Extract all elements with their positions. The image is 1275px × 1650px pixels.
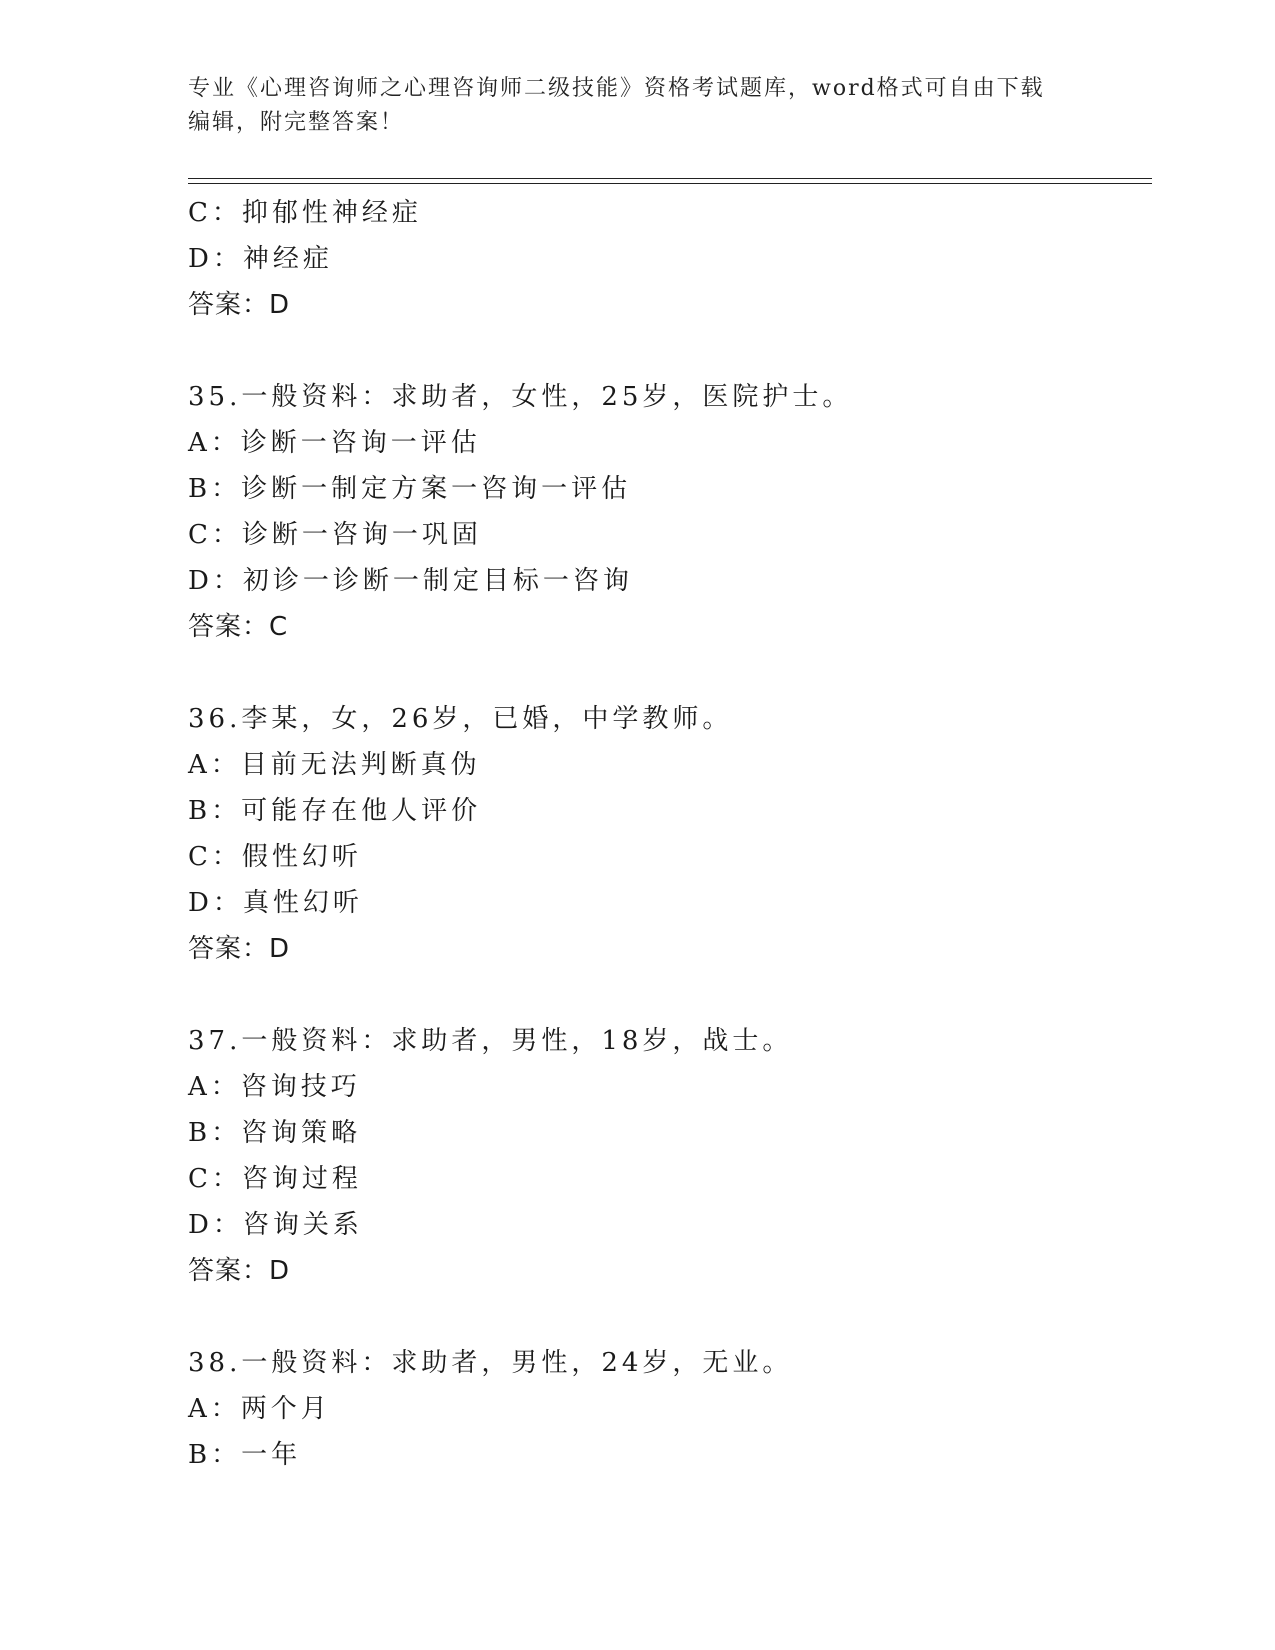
header-rule-top — [188, 178, 1152, 179]
option-d: D：初诊一诊断一制定目标一咨询 — [188, 566, 633, 596]
question-34-continued — [188, 190, 1148, 328]
question-stem: 37.一般资料：求助者，男性，18岁，战士。 — [188, 1026, 793, 1056]
question-list — [188, 190, 1148, 1478]
question-stem: 38.一般资料：求助者，男性，24岁，无业。 — [188, 1348, 793, 1378]
question-38 — [188, 1340, 1148, 1478]
question-stem: 35.一般资料：求助者，女性，25岁，医院护士。 — [188, 382, 853, 412]
header-line-1: 专业《心理咨询师之心理咨询师二级技能》资格考试题库，word格式可自由下载 — [188, 76, 1045, 101]
option-b: B：诊断一制定方案一咨询一评估 — [188, 474, 632, 504]
header-line-2: 编辑，附完整答案！ — [188, 110, 405, 135]
option-a: A：目前无法判断真伪 — [188, 750, 481, 780]
option-d: D：真性幻听 — [188, 888, 363, 918]
option-d: D：咨询关系 — [188, 1210, 363, 1240]
question-stem: 36.李某，女，26岁，已婚，中学教师。 — [188, 704, 733, 734]
header-rule-bottom — [188, 183, 1152, 184]
option-c: C：诊断一咨询一巩固 — [188, 520, 482, 550]
option-b: B：咨询策略 — [188, 1118, 362, 1148]
answer-line: 答案：D — [188, 290, 291, 320]
option-a: A：诊断一咨询一评估 — [188, 428, 481, 458]
option-c: C：抑郁性神经症 — [188, 198, 422, 228]
option-b: B：可能存在他人评价 — [188, 796, 482, 826]
question-37 — [188, 1018, 1148, 1294]
answer-line: 答案：D — [188, 934, 291, 964]
answer-line: 答案：D — [188, 1256, 291, 1286]
option-c: C：咨询过程 — [188, 1164, 362, 1194]
document-header — [188, 72, 1088, 140]
option-c: C：假性幻听 — [188, 842, 362, 872]
option-a: A：两个月 — [188, 1394, 331, 1424]
option-b: B：一年 — [188, 1440, 302, 1470]
question-36 — [188, 696, 1148, 972]
option-d: D：神经症 — [188, 244, 333, 274]
answer-line: 答案：C — [188, 612, 289, 642]
option-a: A：咨询技巧 — [188, 1072, 361, 1102]
question-35 — [188, 374, 1148, 650]
